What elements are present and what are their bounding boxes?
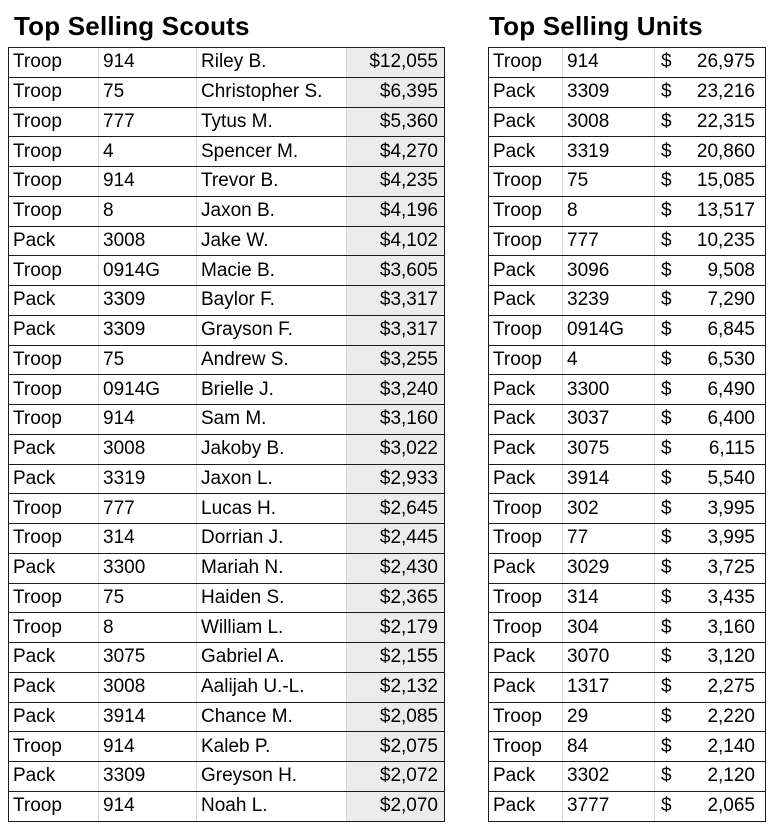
unit-type-cell: Troop	[489, 345, 563, 375]
sales-amount-cell: $2,075	[347, 732, 445, 762]
unit-type-cell: Troop	[9, 375, 99, 405]
sales-amount-cell: $4,102	[347, 226, 445, 256]
table-row	[9, 732, 445, 762]
table-row	[489, 375, 766, 405]
sales-amount-cell: 13,517	[685, 196, 766, 226]
scout-name-cell: Andrew S.	[197, 345, 347, 375]
unit-number-cell: 3309	[99, 762, 197, 792]
currency-symbol-cell: $	[655, 732, 685, 762]
table-row	[9, 48, 445, 78]
table-row	[489, 167, 766, 197]
sales-amount-cell: $2,445	[347, 524, 445, 554]
sales-amount-cell: 2,120	[685, 762, 766, 792]
scout-name-cell: Kaleb P.	[197, 732, 347, 762]
sales-amount-cell: 3,160	[685, 613, 766, 643]
scout-name-cell: Lucas H.	[197, 494, 347, 524]
scout-name-cell: Christopher S.	[197, 77, 347, 107]
unit-number-cell: 914	[99, 791, 197, 821]
unit-number-cell: 84	[563, 732, 655, 762]
sales-amount-cell: $2,933	[347, 464, 445, 494]
sales-amount-cell: 5,540	[685, 464, 766, 494]
sales-amount-cell: $3,240	[347, 375, 445, 405]
table-row	[9, 226, 445, 256]
scout-name-cell: Haiden S.	[197, 583, 347, 613]
table-row	[9, 167, 445, 197]
unit-type-cell: Pack	[9, 762, 99, 792]
sales-amount-cell: $2,365	[347, 583, 445, 613]
scout-name-cell: Brielle J.	[197, 375, 347, 405]
unit-number-cell: 914	[99, 732, 197, 762]
unit-number-cell: 3008	[563, 107, 655, 137]
unit-type-cell: Troop	[489, 315, 563, 345]
currency-symbol-cell: $	[655, 524, 685, 554]
table-row	[489, 77, 766, 107]
unit-number-cell: 3096	[563, 256, 655, 286]
currency-symbol-cell: $	[655, 167, 685, 197]
scout-name-cell: Jaxon B.	[197, 196, 347, 226]
unit-number-cell: 3070	[563, 643, 655, 673]
table-row	[489, 494, 766, 524]
unit-type-cell: Troop	[9, 613, 99, 643]
sales-amount-cell: 9,508	[685, 256, 766, 286]
sales-amount-cell: 23,216	[685, 77, 766, 107]
table-row	[489, 672, 766, 702]
unit-number-cell: 0914G	[99, 375, 197, 405]
unit-number-cell: 3008	[99, 226, 197, 256]
top-units-table	[488, 47, 766, 822]
currency-symbol-cell: $	[655, 256, 685, 286]
table-row	[9, 405, 445, 435]
unit-type-cell: Troop	[489, 583, 563, 613]
table-row	[9, 286, 445, 316]
sales-amount-cell: $4,235	[347, 167, 445, 197]
unit-number-cell: 3309	[563, 77, 655, 107]
unit-number-cell: 777	[99, 107, 197, 137]
scout-name-cell: Jaxon L.	[197, 464, 347, 494]
sales-amount-cell: 3,435	[685, 583, 766, 613]
unit-type-cell: Pack	[489, 553, 563, 583]
scout-name-cell: Mariah N.	[197, 553, 347, 583]
table-row	[9, 196, 445, 226]
unit-number-cell: 314	[563, 583, 655, 613]
currency-symbol-cell: $	[655, 375, 685, 405]
unit-number-cell: 302	[563, 494, 655, 524]
sales-amount-cell: 6,490	[685, 375, 766, 405]
table-row	[489, 524, 766, 554]
unit-number-cell: 3309	[99, 286, 197, 316]
table-row	[489, 405, 766, 435]
scout-name-cell: Baylor F.	[197, 286, 347, 316]
unit-number-cell: 777	[99, 494, 197, 524]
unit-number-cell: 914	[563, 48, 655, 78]
unit-number-cell: 3300	[563, 375, 655, 405]
unit-type-cell: Troop	[9, 256, 99, 286]
table-row	[9, 791, 445, 821]
table-row	[9, 434, 445, 464]
unit-type-cell: Pack	[489, 405, 563, 435]
scout-name-cell: Grayson F.	[197, 315, 347, 345]
unit-type-cell: Pack	[9, 434, 99, 464]
sales-amount-cell: $3,317	[347, 315, 445, 345]
unit-number-cell: 3008	[99, 434, 197, 464]
unit-number-cell: 3037	[563, 405, 655, 435]
unit-number-cell: 75	[99, 77, 197, 107]
sales-amount-cell: 3,120	[685, 643, 766, 673]
sales-amount-cell: $4,196	[347, 196, 445, 226]
table-row	[9, 77, 445, 107]
unit-number-cell: 3309	[99, 315, 197, 345]
table-row	[9, 524, 445, 554]
unit-type-cell: Pack	[9, 672, 99, 702]
table-row	[489, 791, 766, 821]
unit-number-cell: 3008	[99, 672, 197, 702]
scout-name-cell: Spencer M.	[197, 137, 347, 167]
scout-name-cell: Trevor B.	[197, 167, 347, 197]
unit-number-cell: 75	[563, 167, 655, 197]
sales-amount-cell: $12,055	[347, 48, 445, 78]
unit-type-cell: Pack	[9, 464, 99, 494]
unit-type-cell: Troop	[9, 77, 99, 107]
sales-amount-cell: 2,140	[685, 732, 766, 762]
unit-type-cell: Pack	[9, 286, 99, 316]
sales-amount-cell: $3,022	[347, 434, 445, 464]
unit-number-cell: 77	[563, 524, 655, 554]
unit-type-cell: Troop	[9, 583, 99, 613]
currency-symbol-cell: $	[655, 137, 685, 167]
unit-type-cell: Troop	[9, 732, 99, 762]
unit-type-cell: Troop	[9, 524, 99, 554]
sales-amount-cell: $2,070	[347, 791, 445, 821]
sales-amount-cell: 26,975	[685, 48, 766, 78]
currency-symbol-cell: $	[655, 672, 685, 702]
currency-symbol-cell: $	[655, 434, 685, 464]
scout-name-cell: Aalijah U.-L.	[197, 672, 347, 702]
scout-name-cell: Jake W.	[197, 226, 347, 256]
unit-type-cell: Troop	[489, 167, 563, 197]
sales-amount-cell: $5,360	[347, 107, 445, 137]
unit-number-cell: 777	[563, 226, 655, 256]
table-row	[489, 286, 766, 316]
currency-symbol-cell: $	[655, 77, 685, 107]
table-row	[9, 494, 445, 524]
currency-symbol-cell: $	[655, 643, 685, 673]
sales-amount-cell: 3,725	[685, 553, 766, 583]
sales-amount-cell: $3,255	[347, 345, 445, 375]
top-scouts-table	[8, 47, 445, 822]
unit-number-cell: 3029	[563, 553, 655, 583]
unit-number-cell: 314	[99, 524, 197, 554]
sales-amount-cell: $3,317	[347, 286, 445, 316]
currency-symbol-cell: $	[655, 494, 685, 524]
unit-type-cell: Troop	[9, 107, 99, 137]
sales-amount-cell: 10,235	[685, 226, 766, 256]
unit-number-cell: 1317	[563, 672, 655, 702]
unit-number-cell: 4	[563, 345, 655, 375]
unit-number-cell: 8	[563, 196, 655, 226]
table-row	[489, 434, 766, 464]
units-title: Top Selling Units	[489, 11, 703, 41]
unit-type-cell: Pack	[9, 643, 99, 673]
sales-amount-cell: 6,530	[685, 345, 766, 375]
sales-amount-cell: $2,179	[347, 613, 445, 643]
sales-amount-cell: $2,430	[347, 553, 445, 583]
table-row	[9, 583, 445, 613]
table-row	[9, 672, 445, 702]
sales-amount-cell: $2,072	[347, 762, 445, 792]
table-row	[9, 137, 445, 167]
unit-type-cell: Pack	[489, 762, 563, 792]
unit-type-cell: Troop	[9, 345, 99, 375]
unit-type-cell: Pack	[489, 137, 563, 167]
table-row	[9, 315, 445, 345]
unit-type-cell: Pack	[9, 226, 99, 256]
unit-number-cell: 3302	[563, 762, 655, 792]
unit-number-cell: 3319	[99, 464, 197, 494]
unit-number-cell: 3777	[563, 791, 655, 821]
sales-amount-cell: 2,275	[685, 672, 766, 702]
scout-name-cell: Dorrian J.	[197, 524, 347, 554]
table-row	[9, 256, 445, 286]
sales-amount-cell: $3,605	[347, 256, 445, 286]
unit-type-cell: Troop	[489, 732, 563, 762]
table-row	[489, 345, 766, 375]
sales-amount-cell: 7,290	[685, 286, 766, 316]
unit-type-cell: Troop	[9, 167, 99, 197]
currency-symbol-cell: $	[655, 226, 685, 256]
table-row	[9, 375, 445, 405]
sales-amount-cell: $2,155	[347, 643, 445, 673]
unit-number-cell: 304	[563, 613, 655, 643]
table-row	[489, 137, 766, 167]
unit-number-cell: 75	[99, 583, 197, 613]
unit-type-cell: Pack	[489, 77, 563, 107]
unit-number-cell: 3239	[563, 286, 655, 316]
unit-type-cell: Troop	[9, 405, 99, 435]
scout-name-cell: William L.	[197, 613, 347, 643]
unit-number-cell: 3075	[99, 643, 197, 673]
scout-name-cell: Macie B.	[197, 256, 347, 286]
sales-amount-cell: 15,085	[685, 167, 766, 197]
table-row	[489, 583, 766, 613]
table-row	[9, 345, 445, 375]
unit-number-cell: 0914G	[99, 256, 197, 286]
unit-number-cell: 3075	[563, 434, 655, 464]
scouts-title: Top Selling Scouts	[14, 11, 250, 41]
sales-amount-cell: $2,085	[347, 702, 445, 732]
unit-number-cell: 914	[99, 405, 197, 435]
currency-symbol-cell: $	[655, 315, 685, 345]
unit-number-cell: 75	[99, 345, 197, 375]
sales-amount-cell: $2,132	[347, 672, 445, 702]
table-row	[9, 762, 445, 792]
table-row	[489, 643, 766, 673]
currency-symbol-cell: $	[655, 553, 685, 583]
unit-number-cell: 3300	[99, 553, 197, 583]
unit-type-cell: Pack	[489, 791, 563, 821]
sales-amount-cell: 2,065	[685, 791, 766, 821]
table-row	[9, 553, 445, 583]
table-row	[9, 464, 445, 494]
table-row	[489, 613, 766, 643]
currency-symbol-cell: $	[655, 702, 685, 732]
unit-type-cell: Troop	[489, 613, 563, 643]
unit-number-cell: 0914G	[563, 315, 655, 345]
currency-symbol-cell: $	[655, 107, 685, 137]
sales-amount-cell: 6,845	[685, 315, 766, 345]
table-row	[489, 464, 766, 494]
table-row	[489, 553, 766, 583]
unit-number-cell: 8	[99, 613, 197, 643]
scout-name-cell: Gabriel A.	[197, 643, 347, 673]
currency-symbol-cell: $	[655, 405, 685, 435]
unit-type-cell: Troop	[9, 137, 99, 167]
unit-type-cell: Pack	[489, 256, 563, 286]
top-units-table-body	[489, 48, 766, 822]
sales-amount-cell: 6,115	[685, 434, 766, 464]
table-row	[489, 315, 766, 345]
unit-type-cell: Pack	[489, 643, 563, 673]
top-scouts-table-body	[9, 48, 445, 822]
table-row	[489, 702, 766, 732]
unit-type-cell: Troop	[9, 791, 99, 821]
unit-type-cell: Pack	[489, 672, 563, 702]
sales-amount-cell: $2,645	[347, 494, 445, 524]
unit-type-cell: Pack	[9, 553, 99, 583]
unit-type-cell: Pack	[489, 464, 563, 494]
currency-symbol-cell: $	[655, 791, 685, 821]
unit-number-cell: 914	[99, 48, 197, 78]
scout-name-cell: Noah L.	[197, 791, 347, 821]
sales-amount-cell: 22,315	[685, 107, 766, 137]
scout-name-cell: Chance M.	[197, 702, 347, 732]
scout-name-cell: Greyson H.	[197, 762, 347, 792]
unit-type-cell: Troop	[9, 494, 99, 524]
table-row	[489, 48, 766, 78]
unit-type-cell: Troop	[489, 702, 563, 732]
sales-amount-cell: 2,220	[685, 702, 766, 732]
unit-type-cell: Pack	[9, 315, 99, 345]
unit-type-cell: Pack	[489, 107, 563, 137]
unit-type-cell: Troop	[489, 196, 563, 226]
sales-amount-cell: 3,995	[685, 524, 766, 554]
unit-type-cell: Troop	[489, 524, 563, 554]
sales-amount-cell: $3,160	[347, 405, 445, 435]
scout-name-cell: Sam M.	[197, 405, 347, 435]
table-row	[489, 762, 766, 792]
unit-number-cell: 914	[99, 167, 197, 197]
currency-symbol-cell: $	[655, 48, 685, 78]
unit-number-cell: 29	[563, 702, 655, 732]
currency-symbol-cell: $	[655, 345, 685, 375]
scout-name-cell: Jakoby B.	[197, 434, 347, 464]
unit-type-cell: Troop	[9, 48, 99, 78]
table-row	[489, 256, 766, 286]
sales-amount-cell: 6,400	[685, 405, 766, 435]
currency-symbol-cell: $	[655, 286, 685, 316]
unit-number-cell: 3914	[99, 702, 197, 732]
table-row	[489, 107, 766, 137]
table-row	[9, 643, 445, 673]
unit-type-cell: Pack	[489, 434, 563, 464]
currency-symbol-cell: $	[655, 762, 685, 792]
unit-number-cell: 8	[99, 196, 197, 226]
unit-type-cell: Pack	[9, 702, 99, 732]
scout-name-cell: Tytus M.	[197, 107, 347, 137]
currency-symbol-cell: $	[655, 613, 685, 643]
currency-symbol-cell: $	[655, 583, 685, 613]
table-row	[9, 107, 445, 137]
scout-name-cell: Riley B.	[197, 48, 347, 78]
unit-type-cell: Pack	[489, 286, 563, 316]
unit-number-cell: 3914	[563, 464, 655, 494]
sales-amount-cell: 20,860	[685, 137, 766, 167]
unit-type-cell: Troop	[9, 196, 99, 226]
unit-type-cell: Troop	[489, 48, 563, 78]
table-row	[9, 702, 445, 732]
table-row	[489, 196, 766, 226]
sales-amount-cell: $4,270	[347, 137, 445, 167]
unit-number-cell: 3319	[563, 137, 655, 167]
currency-symbol-cell: $	[655, 464, 685, 494]
unit-type-cell: Troop	[489, 226, 563, 256]
currency-symbol-cell: $	[655, 196, 685, 226]
table-row	[489, 732, 766, 762]
sales-amount-cell: $6,395	[347, 77, 445, 107]
sales-amount-cell: 3,995	[685, 494, 766, 524]
table-row	[489, 226, 766, 256]
table-row	[9, 613, 445, 643]
unit-number-cell: 4	[99, 137, 197, 167]
unit-type-cell: Pack	[489, 375, 563, 405]
unit-type-cell: Troop	[489, 494, 563, 524]
